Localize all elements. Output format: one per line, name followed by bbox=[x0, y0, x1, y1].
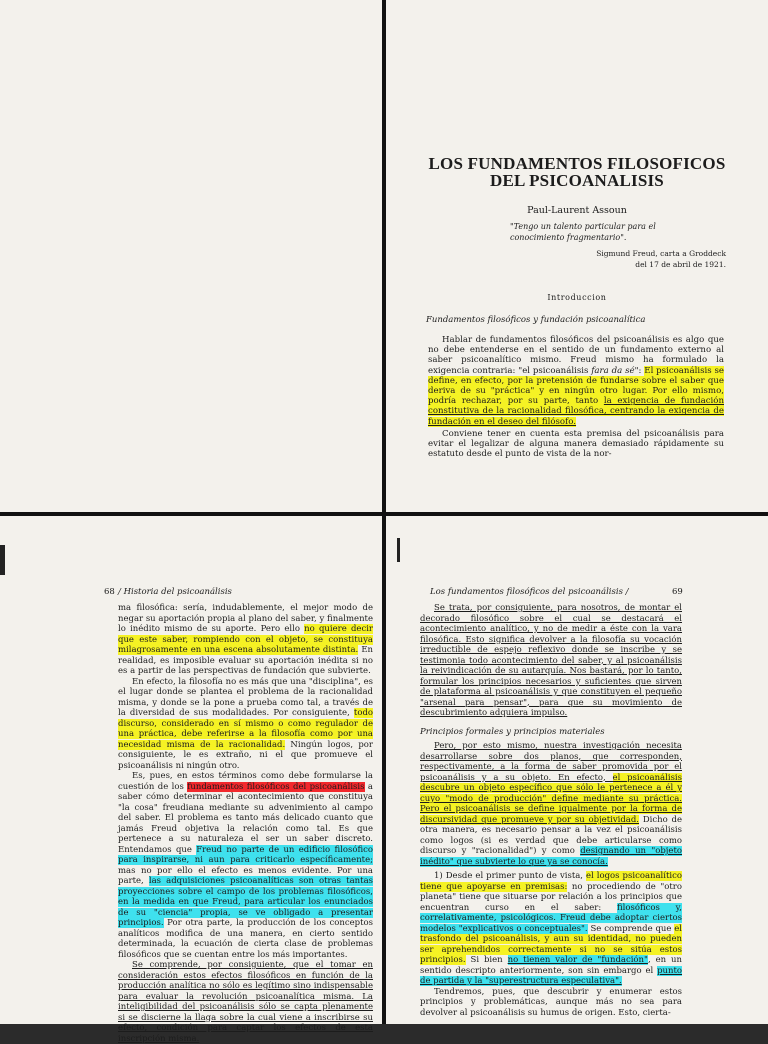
paragraph bbox=[118, 677, 373, 772]
text-run: Por otra parte, la producción de los conceptos analíticos modifica de una manera, en cierto sentido determinada, la ecuación de cierta clase de problemas filosóficos que se cuentan entre los más importantes. bbox=[118, 918, 373, 960]
paragraph: Conviene tener en cuenta esta premisa del psicoanálisis para evitar el legalizar de alguna manera demasiado rápidamente su estatuto desde el punto de vista de la nor- bbox=[428, 428, 724, 460]
highlight-yellow: el psicoanálisis descubre un objeto específico que sólo le pertenece a él y cuyo "modo de producción" define mediante su práctica. Pero el psicoanálisis se define igualmente por la forma de discursividad que promueve y por su objetividad. bbox=[420, 772, 683, 825]
scan-separator bbox=[0, 512, 768, 516]
text-run: ": bbox=[634, 365, 645, 376]
text-run: Es, pues, en estos términos como debe formularse la cuestión de los bbox=[118, 771, 373, 792]
text-run: Si bien bbox=[465, 955, 508, 965]
paragraph-underlined: Se trata, por consiguiente, para nosotros, de montar el decorado filosófico sobre el cual se destacará el acontecimiento analítico, y no de medir a éste con la vara filosófica. Esto significa devolver a la filosofía su vocación irreductible de espejo reflexivo donde se inscribe y se testimonia todo acontecimiento del saber, y al psicoanálisis la reivindicación de su autarquía. Nos bastará, por lo tanto, formular los principios necesarios y suficientes que sirven de plataforma al psicoanálisis y que constituyen el pequeño "arsenal para pensar", para que su movimiento de descubrimiento adquiera impulso. bbox=[420, 603, 682, 718]
scan-edge-mark bbox=[397, 538, 400, 562]
epigraph: "Tengo un talento particular para el conocimiento fragmentario". bbox=[510, 222, 656, 242]
subheading: Fundamentos filosóficos y fundación psicoanalítica bbox=[426, 315, 646, 325]
body-text bbox=[428, 335, 724, 459]
author-name: Paul-Laurent Assoun bbox=[527, 205, 627, 216]
scan-edge-mark bbox=[0, 545, 5, 575]
page-title-page bbox=[386, 0, 768, 512]
text-run: a saber cómo determinar el acontecimiento que constituya "la cosa" freudiana mediante su advenimiento al campo del saber. El problema es tanto más delicado cuanto que jamás Freud objetiva la relación como tal. Es que pertenece a su naturaleza el ser un saber discreto. Entendamos que bbox=[118, 781, 373, 855]
subheading: Principios formales y principios materiales bbox=[420, 726, 605, 737]
text-run: Ningún logos, por consiguiente, le es extraño, ni el que promueve el psicoanálisis ni ningún otro. bbox=[118, 739, 373, 771]
right-column-text bbox=[420, 603, 682, 1018]
text-run: Dicho de otra manera, es necesario pensar a la vez el psicoanálisis como logos (si es verdad que debe articularse como discurso y "racionalidad") y como bbox=[420, 814, 682, 856]
text-run: mas no por ello el efecto es menos evidente. Por una parte, bbox=[118, 865, 373, 886]
italic-run: fara da sé bbox=[591, 365, 635, 376]
highlight-yellow: no quiere decir que este saber, rompiendo con el objeto, se constituya milagrosamente en una escena absolutamente distinta. bbox=[118, 624, 373, 655]
paragraph bbox=[428, 335, 724, 427]
text-run: En efecto, la filosofía no es más que una "disciplina", es el lugar donde se plantea el problema de la racionalidad misma, y donde se la pone a prueba como tal, a través de la diversidad de sus modalidades. Por consiguiente, bbox=[118, 676, 373, 718]
highlight-cyan: filosóficos y, correlativamente, psicológicos. Freud debe adoptar ciertos modelos "explicativos o conceptuales". bbox=[420, 902, 682, 934]
epigraph-attribution-line-1: Sigmund Freud, carta a Groddeck bbox=[596, 249, 726, 258]
highlight-cyan: no tienen valor de "fundación" bbox=[507, 955, 648, 965]
text-run: En realidad, es imposible evaluar su aportación inédita si no es a partir de las perspectivas de fundación que subvierte. bbox=[118, 645, 374, 676]
paragraph bbox=[118, 603, 373, 677]
running-head-right: Los fundamentos filosóficos del psicoanálisis / bbox=[430, 587, 629, 597]
text-run: ma filosófica: sería, indudablemente, el mejor modo de negar su aportación propia al plano del saber, y finalmente lo inédito mismo de su aporte. Pero ello bbox=[118, 603, 373, 634]
chapter-title-line-2: DEL PSICOANALISIS bbox=[490, 171, 664, 190]
highlight-cyan: las adquisiciones psicoanalíticas son otras tantas proyecciones sobre el campo de los problemas filosóficos, en la medida en que Freud, para articular los enunciados de su "ciencia" propia, se ve obligado a presentar principios. bbox=[118, 876, 373, 928]
text-run: Se comprende que bbox=[587, 923, 675, 934]
highlight-yellow: el trasfondo del psicoanálisis, y aun su identidad, no pueden ser aprehendidos correctamente si no se sitúa estos principios. bbox=[420, 923, 682, 965]
highlight-yellow: todo discurso, considerado en sí mismo o como regulador de una práctica, debe referirse a la filosofía como por una necesidad misma de la racionalidad. bbox=[118, 708, 373, 750]
highlight-cyan: punto de partida y la "superestructura especulativa". bbox=[420, 965, 682, 986]
text-run: Hablar de fundamentos filosóficos del psicoanálisis es algo que no debe entenderse en el sentido de un fundamento externo al saber psicoanalítico mismo. Freud mismo ha formulado la exigencia contraria: "el psicoanálisis bbox=[428, 335, 724, 376]
section-heading: Introduccion bbox=[547, 293, 607, 302]
paragraph: Tendremos, pues, que descubrir y enumerar estos principios y problemáticas, aunque más no sea para devolver al psicoanálisis su humus de origen. Esto, cierta- bbox=[420, 986, 682, 1018]
text-run: no procediendo de "otro planeta" tiene que situarse por relación a los principios que encuentran curso en el saber: bbox=[420, 881, 682, 913]
paragraph bbox=[118, 771, 373, 960]
page-number-left: 68 bbox=[104, 587, 115, 597]
text-run: 1) Desde el primer punto de vista, bbox=[434, 871, 587, 881]
page-number-right: 69 bbox=[672, 587, 683, 597]
highlight-yellow-underlined: la exigencia de fundación constitutiva de la racionalidad filosófica, centrando la exigencia de fundación en el deseo del filósofo. bbox=[428, 396, 724, 427]
highlight-yellow: El psicoanálisis se define, en efecto, por la pretensión de fundarse sobre el saber que deriva de su "práctica" y en ningún otro lugar. Por ello mismo, podría rechazar, por su parte, tanto bbox=[428, 365, 724, 407]
page-blank-left bbox=[0, 0, 382, 512]
highlight-red: fundamentos filosóficos del psicoanálisis bbox=[187, 781, 365, 792]
text-run: , en un sentido descripto anteriormente, son sin embargo el bbox=[420, 955, 683, 976]
highlight-cyan: designando un "objeto inédito" que subvierte lo que ya se conocía. bbox=[420, 846, 682, 867]
epigraph-attribution bbox=[536, 248, 726, 270]
chapter-title-line-1: LOS FUNDAMENTOS FILOSOFICOS bbox=[428, 154, 726, 173]
epigraph-attribution-line-2: del 17 de abril de 1921. bbox=[635, 260, 726, 269]
paragraph bbox=[420, 871, 682, 987]
running-head-left: / Historia del psicoanálisis bbox=[118, 587, 232, 597]
paragraph-underlined: Se comprende, por consiguiente, que el tomar en consideración estos efectos filosóficos en función de la producción analítica no sólo es legítimo sino indispensable para evaluar la revolución psicoanalítica misma. La inteligibilidad del psicoanálisis sólo se capta plenamente si se discierne la llaga sobre la cual viene a inscribirse su efecto, condición para captar los efectos de esta inscripción misma. bbox=[118, 960, 373, 1044]
underlined-run: Pero, por esto mismo, nuestra investigación necesita desarrollarse sobre dos planos, que corresponden, respectivamente, a la forma de saber promovida por el psicoanálisis y a su objeto. En efecto, bbox=[420, 741, 682, 783]
highlight-yellow: el logos psicoanalítico tiene que apoyarse en premisas: bbox=[420, 871, 683, 892]
highlight-cyan: Freud no parte de un edificio filosófico para inspirarse, ni aun para criticarlo específicamente; bbox=[118, 844, 373, 865]
paragraph bbox=[420, 741, 682, 867]
left-column-text bbox=[118, 603, 373, 1044]
